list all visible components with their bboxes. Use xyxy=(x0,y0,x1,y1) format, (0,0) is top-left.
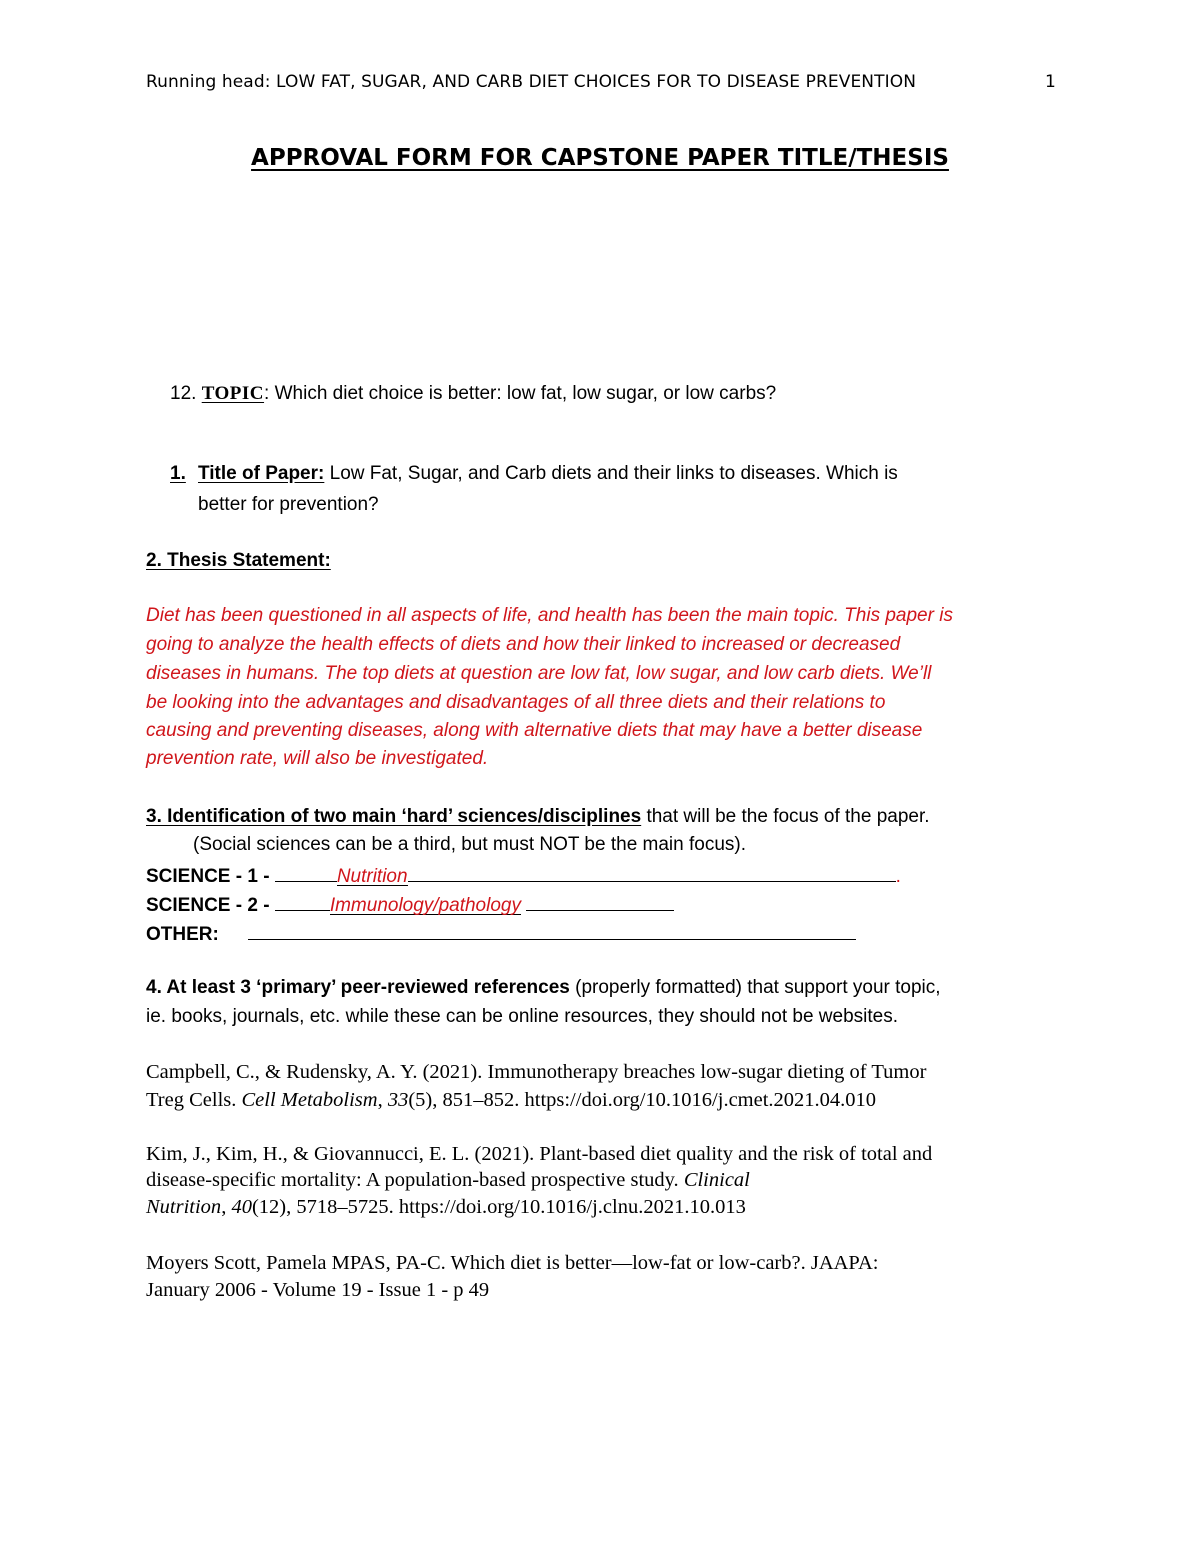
paper-title-label: Title of Paper: xyxy=(198,463,325,484)
science-2-row xyxy=(146,891,674,917)
reference-1-journal: Cell Metabolism xyxy=(241,1089,378,1111)
reference-3-line2: January 2006 - Volume 19 - Issue 1 - p 49 xyxy=(146,1279,490,1301)
thesis-line: prevention rate, will also be investigated. xyxy=(146,748,489,769)
reference-1-pages-doi: (5), 851–852. https://doi.org/10.1016/j.cmet.2021.04.010 xyxy=(408,1089,877,1111)
reference-1-sep: , xyxy=(377,1089,388,1111)
references-heading-line2: ie. books, journals, etc. while these can be online resources, they should not be websites. xyxy=(146,1006,898,1027)
running-head: Running head: LOW FAT, SUGAR, AND CARB DIET CHOICES FOR TO DISEASE PREVENTION xyxy=(146,72,917,92)
thesis-line: diseases in humans. The top diets at question are low fat, low sugar, and low carb diets. We’ll xyxy=(146,663,932,684)
science-1-period: . xyxy=(895,866,901,887)
page-title: APPROVAL FORM FOR CAPSTONE PAPER TITLE/THESIS xyxy=(251,145,949,171)
thesis-line: causing and preventing diseases, along with alternative diets that may have a better disease xyxy=(146,720,923,741)
reference-1-text: Treg Cells. xyxy=(146,1089,242,1111)
reference-2-volume: 40 xyxy=(231,1196,252,1218)
thesis-line: be looking into the advantages and disadvantages of all three diets and their relations to xyxy=(146,692,886,713)
reference-2-line1: Kim, J., Kim, H., & Giovannucci, E. L. (2021). Plant-based diet quality and the risk of total and xyxy=(146,1143,933,1165)
reference-2-pages-doi: (12), 5718–5725. https://doi.org/10.1016/j.clnu.2021.10.013 xyxy=(251,1196,746,1218)
thesis-line: going to analyze the health effects of diets and how their linked to increased or decreased xyxy=(146,634,901,655)
reference-2-journal-cont: Nutrition xyxy=(146,1196,222,1218)
sciences-heading-tail: that will be the focus of the paper. xyxy=(641,806,930,827)
reference-2-text: disease-specific mortality: A population-based prospective study. xyxy=(146,1169,684,1191)
references-heading: 4. At least 3 ‘primary’ peer-reviewed references xyxy=(146,977,570,998)
topic-number: 12. xyxy=(170,383,197,404)
paper-title-line1 xyxy=(198,463,898,485)
science-2-label: SCIENCE - 2 - xyxy=(146,895,270,916)
science-1-value: Nutrition xyxy=(336,866,408,887)
science-1-blank-tail xyxy=(408,862,896,882)
science-2-blank-lead xyxy=(275,891,330,911)
thesis-line: Diet has been questioned in all aspects of life, and health has been the main topic. This paper is xyxy=(146,605,953,626)
paper-title-number: 1. xyxy=(170,463,186,484)
science-1-row xyxy=(146,862,901,888)
page-number: 1 xyxy=(1045,72,1056,92)
reference-1-line1: Campbell, C., & Rudensky, A. Y. (2021). Immunotherapy breaches low-sugar dieting of Tumor xyxy=(146,1061,927,1083)
topic-text: : Which diet choice is better: low fat, low sugar, or low carbs? xyxy=(264,383,777,404)
references-heading-tail: (properly formatted) that support your topic, xyxy=(569,977,941,998)
other-blank xyxy=(248,920,856,940)
science-1-blank-lead xyxy=(275,862,337,882)
paper-title-text1: Low Fat, Sugar, and Carb diets and their links to diseases. Which is xyxy=(324,463,898,484)
reference-2-sep: , xyxy=(221,1196,232,1218)
references-heading-line xyxy=(146,977,941,999)
other-label: OTHER: xyxy=(146,924,219,945)
sciences-heading-line xyxy=(146,806,930,828)
reference-3-line1: Moyers Scott, Pamela MPAS, PA-C. Which diet is better—low-fat or low-carb?. JAAPA: xyxy=(146,1252,879,1274)
reference-1-volume: 33 xyxy=(387,1089,409,1111)
reference-2-journal: Clinical xyxy=(683,1169,750,1191)
science-2-value: Immunology/pathology xyxy=(329,895,521,916)
sciences-note: (Social sciences can be a third, but must NOT be the main focus). xyxy=(193,834,747,855)
topic-line xyxy=(170,383,776,405)
reference-2-line2 xyxy=(146,1169,750,1192)
sciences-heading: 3. Identification of two main ‘hard’ sciences/disciplines xyxy=(146,806,642,827)
reference-1-line2 xyxy=(146,1089,876,1112)
science-1-label: SCIENCE - 1 - xyxy=(146,866,270,887)
paper-title-line2: better for prevention? xyxy=(198,494,379,515)
topic-label: TOPIC xyxy=(201,383,265,404)
science-2-blank-tail xyxy=(526,891,674,911)
other-row xyxy=(146,920,856,946)
thesis-heading: 2. Thesis Statement: xyxy=(146,550,331,571)
reference-2-line3 xyxy=(146,1196,746,1219)
